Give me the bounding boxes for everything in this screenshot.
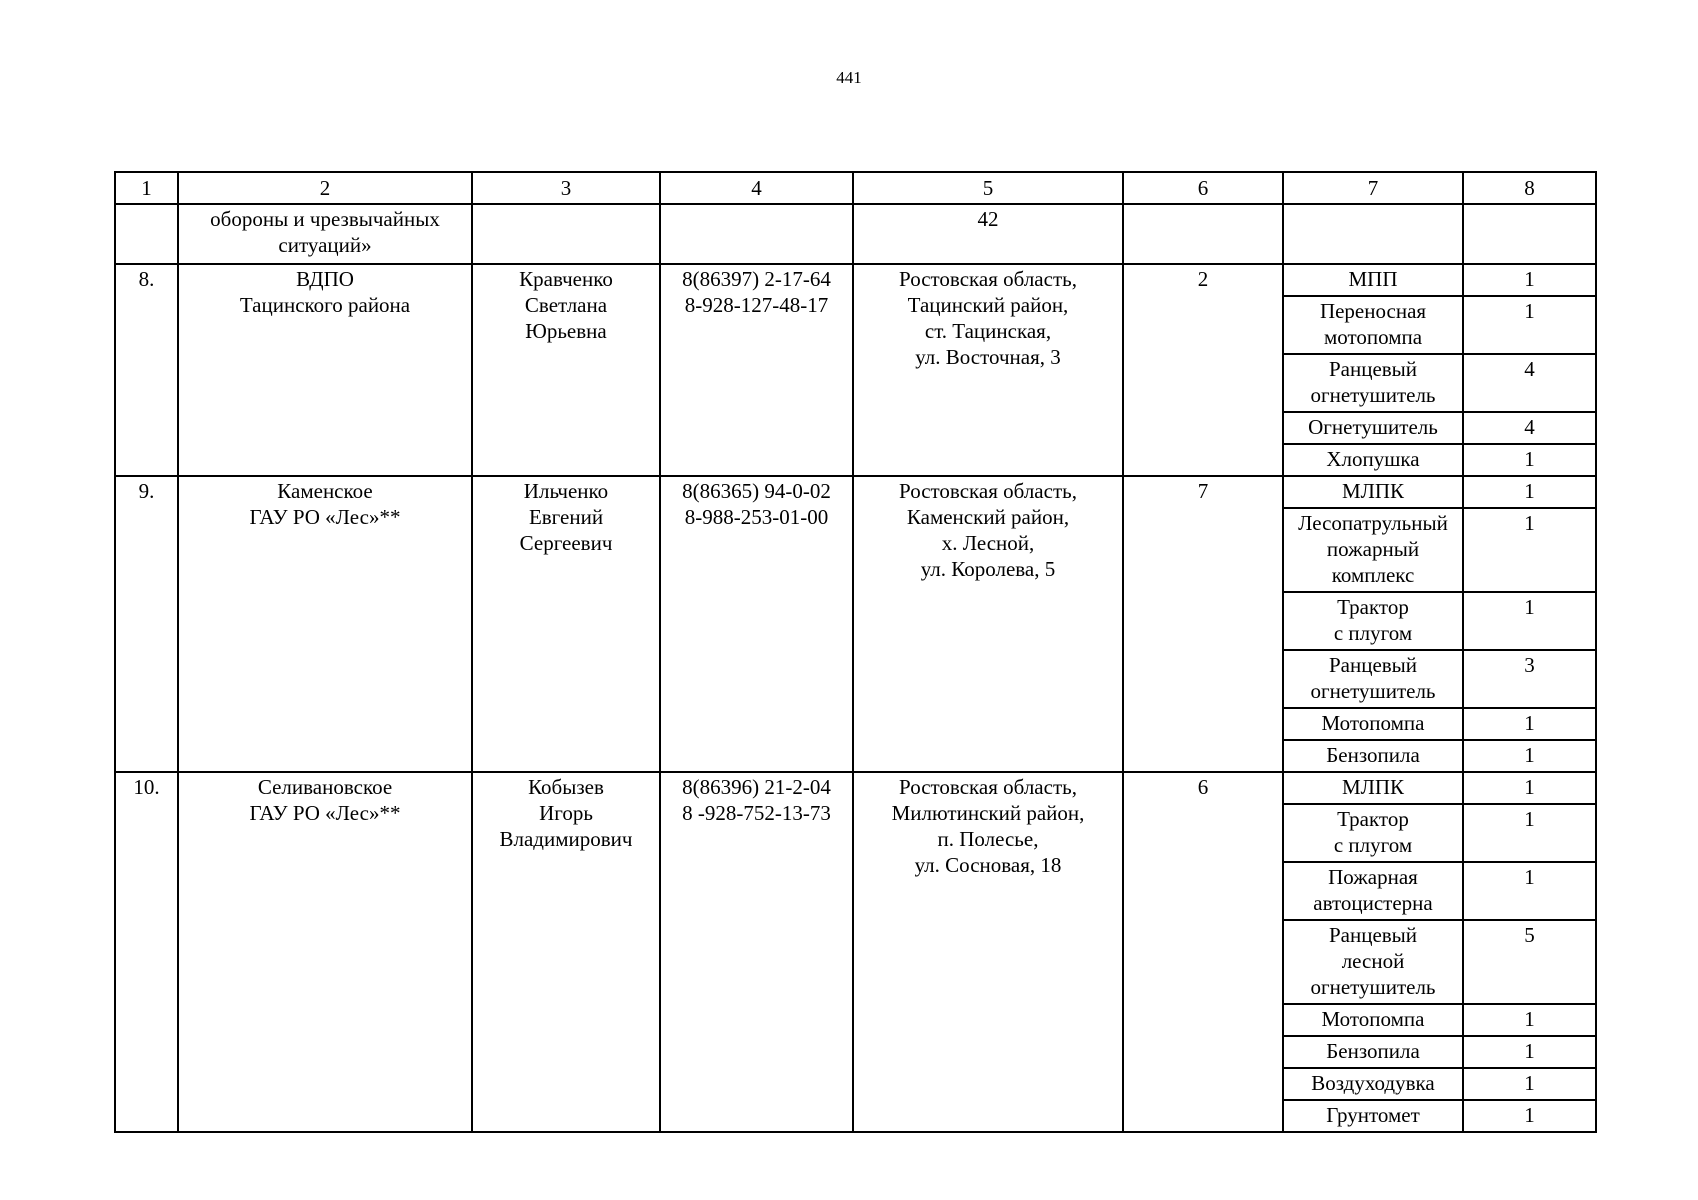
equipment-name-cell: Мотопомпа <box>1283 708 1463 740</box>
phone-cell: 8(86397) 2-17-64 8-928-127-48-17 <box>660 264 853 476</box>
equipment-table <box>114 171 1597 1133</box>
equipment-quantity-cell: 1 <box>1463 508 1596 592</box>
equipment-name-cell: Воздуходувка <box>1283 1068 1463 1100</box>
address-cell: Ростовская область, Каменский район, х. Лесной, ул. Королева, 5 <box>853 476 1123 772</box>
count-cell: 6 <box>1123 772 1283 1132</box>
equipment-quantity-cell: 1 <box>1463 1100 1596 1132</box>
continuation-phone-cell <box>660 204 853 264</box>
equipment-name-cell: Мотопомпа <box>1283 1004 1463 1036</box>
header-cell: 7 <box>1283 172 1463 204</box>
entry-number-cell: 9. <box>115 476 178 772</box>
equipment-name-cell: МЛПК <box>1283 476 1463 508</box>
equipment-quantity-cell: 1 <box>1463 1004 1596 1036</box>
table-row <box>115 772 1596 804</box>
organization-cell: ВДПО Тацинского района <box>178 264 472 476</box>
continuation-org-cell: обороны и чрезвычайных ситуаций» <box>178 204 472 264</box>
continuation-address-cell: 42 <box>853 204 1123 264</box>
table-row <box>115 476 1596 508</box>
equipment-name-cell: Пожарная автоцистерна <box>1283 862 1463 920</box>
organization-cell: Каменское ГАУ РО «Лес»** <box>178 476 472 772</box>
equipment-name-cell: МЛПК <box>1283 772 1463 804</box>
header-cell: 6 <box>1123 172 1283 204</box>
entry-number-cell: 8. <box>115 264 178 476</box>
header-cell: 4 <box>660 172 853 204</box>
header-cell: 8 <box>1463 172 1596 204</box>
responsible-person-cell: Кобызев Игорь Владимирович <box>472 772 660 1132</box>
equipment-quantity-cell: 3 <box>1463 650 1596 708</box>
continuation-row <box>115 204 1596 264</box>
entry-number-cell: 10. <box>115 772 178 1132</box>
equipment-quantity-cell: 1 <box>1463 740 1596 772</box>
equipment-name-cell: Ранцевый лесной огнетушитель <box>1283 920 1463 1004</box>
equipment-name-cell: Бензопила <box>1283 740 1463 772</box>
equipment-quantity-cell: 1 <box>1463 476 1596 508</box>
equipment-name-cell: Бензопила <box>1283 1036 1463 1068</box>
address-cell: Ростовская область, Милютинский район, п. Полесье, ул. Сосновая, 18 <box>853 772 1123 1132</box>
table-row <box>115 264 1596 296</box>
equipment-name-cell: Ранцевый огнетушитель <box>1283 354 1463 412</box>
continuation-count-cell <box>1123 204 1283 264</box>
equipment-quantity-cell: 1 <box>1463 804 1596 862</box>
phone-cell: 8(86396) 21-2-04 8 -928-752-13-73 <box>660 772 853 1132</box>
equipment-name-cell: Хлопушка <box>1283 444 1463 476</box>
equipment-quantity-cell: 4 <box>1463 354 1596 412</box>
equipment-name-cell: Грунтомет <box>1283 1100 1463 1132</box>
continuation-num-cell <box>115 204 178 264</box>
equipment-name-cell: Переносная мотопомпа <box>1283 296 1463 354</box>
equipment-quantity-cell: 1 <box>1463 708 1596 740</box>
equipment-quantity-cell: 1 <box>1463 592 1596 650</box>
header-cell: 1 <box>115 172 178 204</box>
header-row <box>115 172 1596 204</box>
continuation-person-cell <box>472 204 660 264</box>
header-cell: 2 <box>178 172 472 204</box>
organization-cell: Селивановское ГАУ РО «Лес»** <box>178 772 472 1132</box>
equipment-quantity-cell: 1 <box>1463 862 1596 920</box>
header-cell: 3 <box>472 172 660 204</box>
equipment-name-cell: МПП <box>1283 264 1463 296</box>
equipment-quantity-cell: 1 <box>1463 296 1596 354</box>
equipment-quantity-cell: 1 <box>1463 444 1596 476</box>
responsible-person-cell: Ильченко Евгений Сергеевич <box>472 476 660 772</box>
count-cell: 7 <box>1123 476 1283 772</box>
equipment-name-cell: Ранцевый огнетушитель <box>1283 650 1463 708</box>
phone-cell: 8(86365) 94-0-02 8-988-253-01-00 <box>660 476 853 772</box>
header-cell: 5 <box>853 172 1123 204</box>
table-body <box>115 172 1596 1132</box>
equipment-name-cell: Огнетушитель <box>1283 412 1463 444</box>
equipment-name-cell: Лесопатрульный пожарный комплекс <box>1283 508 1463 592</box>
address-cell: Ростовская область, Тацинский район, ст. Тацинская, ул. Восточная, 3 <box>853 264 1123 476</box>
equipment-quantity-cell: 1 <box>1463 772 1596 804</box>
equipment-quantity-cell: 5 <box>1463 920 1596 1004</box>
page-number: 441 <box>836 68 862 87</box>
equipment-quantity-cell: 1 <box>1463 1068 1596 1100</box>
count-cell: 2 <box>1123 264 1283 476</box>
equipment-quantity-cell: 4 <box>1463 412 1596 444</box>
continuation-qty-cell <box>1463 204 1596 264</box>
continuation-equipment-cell <box>1283 204 1463 264</box>
equipment-quantity-cell: 1 <box>1463 264 1596 296</box>
equipment-name-cell: Трактор с плугом <box>1283 804 1463 862</box>
responsible-person-cell: Кравченко Светлана Юрьевна <box>472 264 660 476</box>
equipment-quantity-cell: 1 <box>1463 1036 1596 1068</box>
equipment-name-cell: Трактор с плугом <box>1283 592 1463 650</box>
